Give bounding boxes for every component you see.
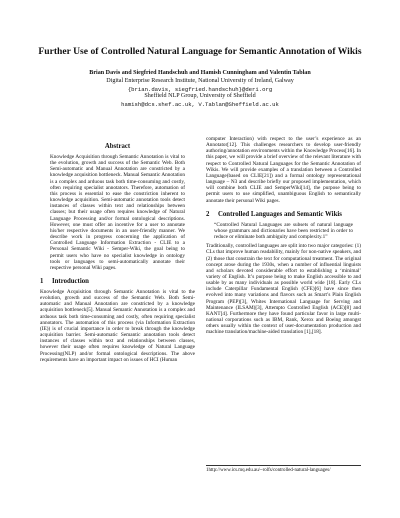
cnl-paragraph: Traditionally, controlled languages are split into two major categories: (1) CLs that improve human readability, mainly for non-native speakers, and (2) those that constrain the text for computational treatment. The original concept arose during the 1930s, when a number of influential linguists and scholars devoted considerable effort to establishing a ‘minimal’ variety of English. It’s purpose being to make English accessible to and usable by as many individuals as possible world wide [18]. Early CLs include Caterpillar Fundamental English (CFE)[6] have since then evolved into many variations and flavors such as Smart’s Plain English Program (PEP)[3], Whites International Language for Serving and Maintenance (ILSAM)[3], Attempto Controlled English (ACE)[8] and KANT[4]. Furthermore they have found particular favor in large multi-national corporations such as IBM, Rank, Xerox and Boeing amongst others usually within the context of user-documentation production and machine translation/machine-aided translation [1],[18]. — [206, 243, 361, 336]
authors-line: Brian Davis and Siegfried Handschuh and Hamish Cunningham and Valentin Tablan — [89, 70, 311, 76]
section-heading-controlled-languages — [206, 211, 361, 219]
affiliation-deri: Digital Enterprise Research Institute, National University of Ireland, Galway — [106, 77, 294, 84]
intro-paragraph: Knowledge Acquisition through Semantic Annotation is vital to the evolution, growth and success of the Semantic Web. Both Semi-automatic and Manual Annotation are constricted by a knowledge acquisition bottleneck[5]. Manual Semantic Annotation is a complex and arduous task both time-consuming and costly, often requiring specialist annotators. The automation of this process (via Information Extraction (IE)) is of crucial importance in order to break through the knowledge acquisition barrier. Semi-automatic Semantic annotation tools detect instances of classes within text and relationships between classes, however their usage often requires knowledge of Natural Language Processing(NLP) and/or formal ontological descriptions. The above requirements have an important impact on issues of HCI (Human — [40, 288, 195, 363]
abstract-heading: Abstract — [104, 143, 131, 150]
affiliation-sheffield: Sheffield NLP Group, University of Sheffield — [144, 93, 256, 100]
section-heading-introduction — [40, 278, 195, 286]
email-sheffield: hamish@dcs.shef.ac.uk, V.Tablan@Sheffield.ac.uk — [121, 101, 279, 109]
intro-paragraph-continued: computer Interaction) with respect to the user’s experience as an Annotator[12]. This challenges researchers to develop user-friendly authoring/annotation environments within the Knowledge Process[16]. In this paper, we will provide a brief overview of the relevant literature with respect to Controlled Natural Languages for the Semantic Annotation of Wikis. We will provide examples of a translation between a Controlled Language(based on CLIE[21]) and a formal ontology representational language – N3 and describe briefly our proposed implementation, which will combine both CLIE and SemperWiki[14], the purpose being to permit users to use simplified, unambiguous English to semantically annotate their personal Wiki pages. — [206, 136, 361, 204]
email-deri: {brian.davis, siegfried.handschuh}@deri.org — [127, 85, 273, 93]
author-block — [0, 70, 400, 109]
cnl-quote: “Controlled Natural Languages are subsets of natural language whose grammars and dictionaries have been restricted in order to reduce or eliminate both ambiguity and complexity.1” — [214, 221, 353, 241]
paper-title: Further Use of Controlled Natural Language for Semantic Annotation of Wikis — [38, 46, 362, 57]
section-title: Introduction — [52, 277, 89, 285]
footnote: 1http://www.ics.mq.edu.au/~rolfs/controlled-natural-languages/ — [206, 465, 361, 474]
left-column — [40, 142, 195, 363]
section-number: 2 — [206, 210, 210, 218]
section-number: 1 — [40, 277, 44, 285]
section-title: Controlled Languages and Semantic Wikis — [218, 210, 342, 218]
right-column — [206, 136, 361, 336]
abstract-text: Knowledge Acquisition through Semantic Annotation is vital to the evolution, growth and success of the Semantic Web. Both Semi-automatic and Manual Annotation are constricted by a knowledge acquisition bottleneck. Manual Semantic Annotation is a complex and arduous task both time-consuming and costly, often requiring specialist annotators. Therefore, automation of this process is essential to ease the constriction inherent to knowledge acquisition. Semi-automatic annotation tools detect instances of classes within text and relationships between classes; but their usage often requires knowledge of Natural Language Processing and/or formal ontological descriptions. However, one must offer an incentive for a user to annotate his/her respective documents in an user-friendly manner. We describe work in progress concerning the application of Controlled Language Information Extraction - CLIE to a Personal Semantic Wiki - Semper-Wiki, the goal being to permit users who have no specialist knowledge in ontology tools or languages to semi-automatically annotate their respective personal Wiki pages. — [50, 154, 185, 271]
